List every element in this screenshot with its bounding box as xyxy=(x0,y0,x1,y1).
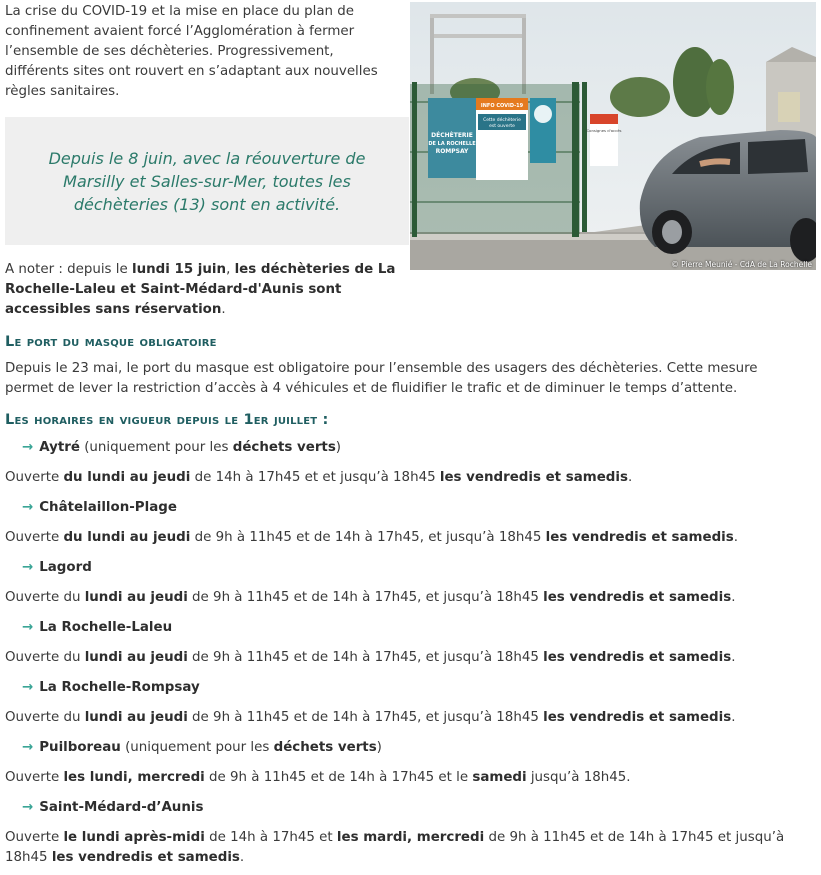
hours-bold: lundi au jeudi xyxy=(84,710,188,725)
site-name: La Rochelle-Laleu xyxy=(39,620,173,635)
sign-mid-line3: est ouverte xyxy=(489,124,515,129)
hours-bold: lundi au jeudi xyxy=(84,650,188,665)
site-item xyxy=(22,438,341,458)
hours-text: Ouverte xyxy=(5,470,64,485)
site-item xyxy=(22,558,92,578)
sign-left-line3: ROMPSAY xyxy=(435,148,469,155)
hours-text: Ouverte du xyxy=(5,710,85,725)
note-end: . xyxy=(221,302,226,317)
hours-bold: du lundi au jeudi xyxy=(63,470,191,485)
hours-text: de 9h à 11h45 et de 14h à 17h45, et jusqu’à 18h45 xyxy=(187,650,544,665)
highlight-box xyxy=(5,117,409,245)
hours-bold: les lundi, mercredi xyxy=(63,770,205,785)
site-hours xyxy=(5,528,805,548)
site-note-bold: déchets verts xyxy=(232,440,336,455)
arrow-icon: → xyxy=(22,680,34,695)
hours-text: de 9h à 11h45 et de 14h à 17h45 et le xyxy=(204,770,473,785)
sign-mid-line1: INFO COVID-19 xyxy=(480,103,524,109)
arrow-icon: → xyxy=(22,740,34,755)
site-note-end: ) xyxy=(376,740,382,755)
site-item xyxy=(22,798,203,818)
note-date: lundi 15 juin xyxy=(132,262,227,277)
hours-bold: les vendredis et samedis xyxy=(51,850,240,865)
hours-bold: les vendredis et samedis xyxy=(439,470,628,485)
intro-paragraph: La crise du COVID-19 et la mise en place du plan de confinement avaient forcé l’Agglomération à fermer l’ensemble de ses déchèteries. Progressivement, différents sites ont rouvert en s’adaptant aux nouvelles règles sanitaires. xyxy=(5,4,378,99)
site-note-end: ) xyxy=(335,440,342,455)
highlight-quote: Depuis le 8 juin, avec la réouverture de Marsilly et Salles-sur-Mer, toutes les déchèteries (13) sont en activité. xyxy=(48,148,366,214)
hours-text: . xyxy=(239,850,245,865)
note-sep: , xyxy=(226,262,235,277)
photo-credit: © Pierre Meunié - CdA de La Rochelle xyxy=(671,260,812,269)
arrow-icon: → xyxy=(22,500,34,515)
site-hours xyxy=(5,768,805,788)
hours-bold: les vendredis et samedis xyxy=(543,710,732,725)
site-hours xyxy=(5,648,805,668)
note-paragraph xyxy=(5,260,405,320)
note-bold-text: les déchèteries de La Rochelle-Laleu et Saint-Médard-d'Aunis sont accessibles sans réservation xyxy=(5,262,396,317)
sign-right-text: Consignes d'accès xyxy=(586,128,622,133)
site-hours xyxy=(5,468,805,488)
hours-text: de 9h à 11h45 et de 14h à 17h45, et jusqu’à 18h45 xyxy=(187,590,544,605)
photo-illustration xyxy=(410,2,816,270)
site-name: Saint-Médard-d’Aunis xyxy=(39,800,204,815)
hours-text: . xyxy=(731,710,736,725)
site-note-bold: déchets verts xyxy=(273,740,377,755)
recycling-center-photo xyxy=(410,2,816,270)
hours-bold: samedi xyxy=(472,770,527,785)
site-item xyxy=(22,618,172,638)
hours-text: de 9h à 11h45 et de 14h à 17h45, et jusqu’à 18h45 xyxy=(190,530,546,545)
hours-text: . xyxy=(733,530,738,545)
hours-text: . xyxy=(731,650,736,665)
hours-text: de 9h à 11h45 et de 14h à 17h45, et jusqu’à 18h45 xyxy=(187,710,544,725)
site-item xyxy=(22,498,177,518)
arrow-icon: → xyxy=(22,560,34,575)
sign-left-line1: DÉCHÈTERIE xyxy=(431,132,473,139)
mask-heading: Le port du masque obligatoire xyxy=(5,334,217,350)
hours-text: jusqu’à 18h45. xyxy=(526,770,631,785)
site-item xyxy=(22,678,200,698)
site-hours xyxy=(5,828,805,868)
hours-text: de 9h à 11h45 et de 14h à 17h45 et jusqu’à 18h45 xyxy=(5,830,785,865)
site-name: La Rochelle-Rompsay xyxy=(39,680,200,695)
hours-bold: du lundi au jeudi xyxy=(63,530,191,545)
hours-text: Ouverte xyxy=(5,830,64,845)
hours-text: de 14h à 17h45 et xyxy=(204,830,337,845)
hours-text: de 14h à 17h45 et et jusqu’à 18h45 xyxy=(190,470,440,485)
site-item xyxy=(22,738,382,758)
site-name: Puilboreau xyxy=(39,740,121,755)
sign-mid-line2: Cette déchèterie xyxy=(483,118,521,123)
mask-paragraph: Depuis le 23 mai, le port du masque est obligatoire pour l’ensemble des usagers des déchèteries. Cette mesure permet de lever la restriction d’accès à 4 véhicules et de fluidifier le trafic et de diminuer le temps d’attente. xyxy=(5,361,758,396)
site-name: Aytré xyxy=(39,440,80,455)
arrow-icon: → xyxy=(22,800,34,815)
site-note: (uniquement pour les xyxy=(120,740,274,755)
site-hours xyxy=(5,588,805,608)
hours-text: Ouverte du xyxy=(5,650,85,665)
site-name: Châtelaillon-Plage xyxy=(39,500,177,515)
hours-bold: lundi au jeudi xyxy=(84,590,188,605)
hours-heading: Les horaires en vigueur depuis le 1er juillet : xyxy=(5,412,329,428)
hours-bold: les mardi, mercredi xyxy=(336,830,485,845)
note-prefix: A noter : depuis le xyxy=(5,262,133,277)
site-name: Lagord xyxy=(39,560,92,575)
hours-text: . xyxy=(627,470,633,485)
hours-bold: le lundi après-midi xyxy=(63,830,205,845)
hours-bold: les vendredis et samedis xyxy=(543,650,732,665)
hours-text: . xyxy=(731,590,736,605)
sign-left-line2: DE LA ROCHELLE xyxy=(428,141,476,147)
hours-bold: les vendredis et samedis xyxy=(545,530,734,545)
hours-text: Ouverte du xyxy=(5,590,85,605)
hours-text: Ouverte xyxy=(5,770,64,785)
hours-bold: les vendredis et samedis xyxy=(543,590,732,605)
arrow-icon: → xyxy=(22,440,34,455)
hours-text: Ouverte xyxy=(5,530,64,545)
site-hours xyxy=(5,708,805,728)
arrow-icon: → xyxy=(22,620,34,635)
site-note: (uniquement pour les xyxy=(79,440,233,455)
